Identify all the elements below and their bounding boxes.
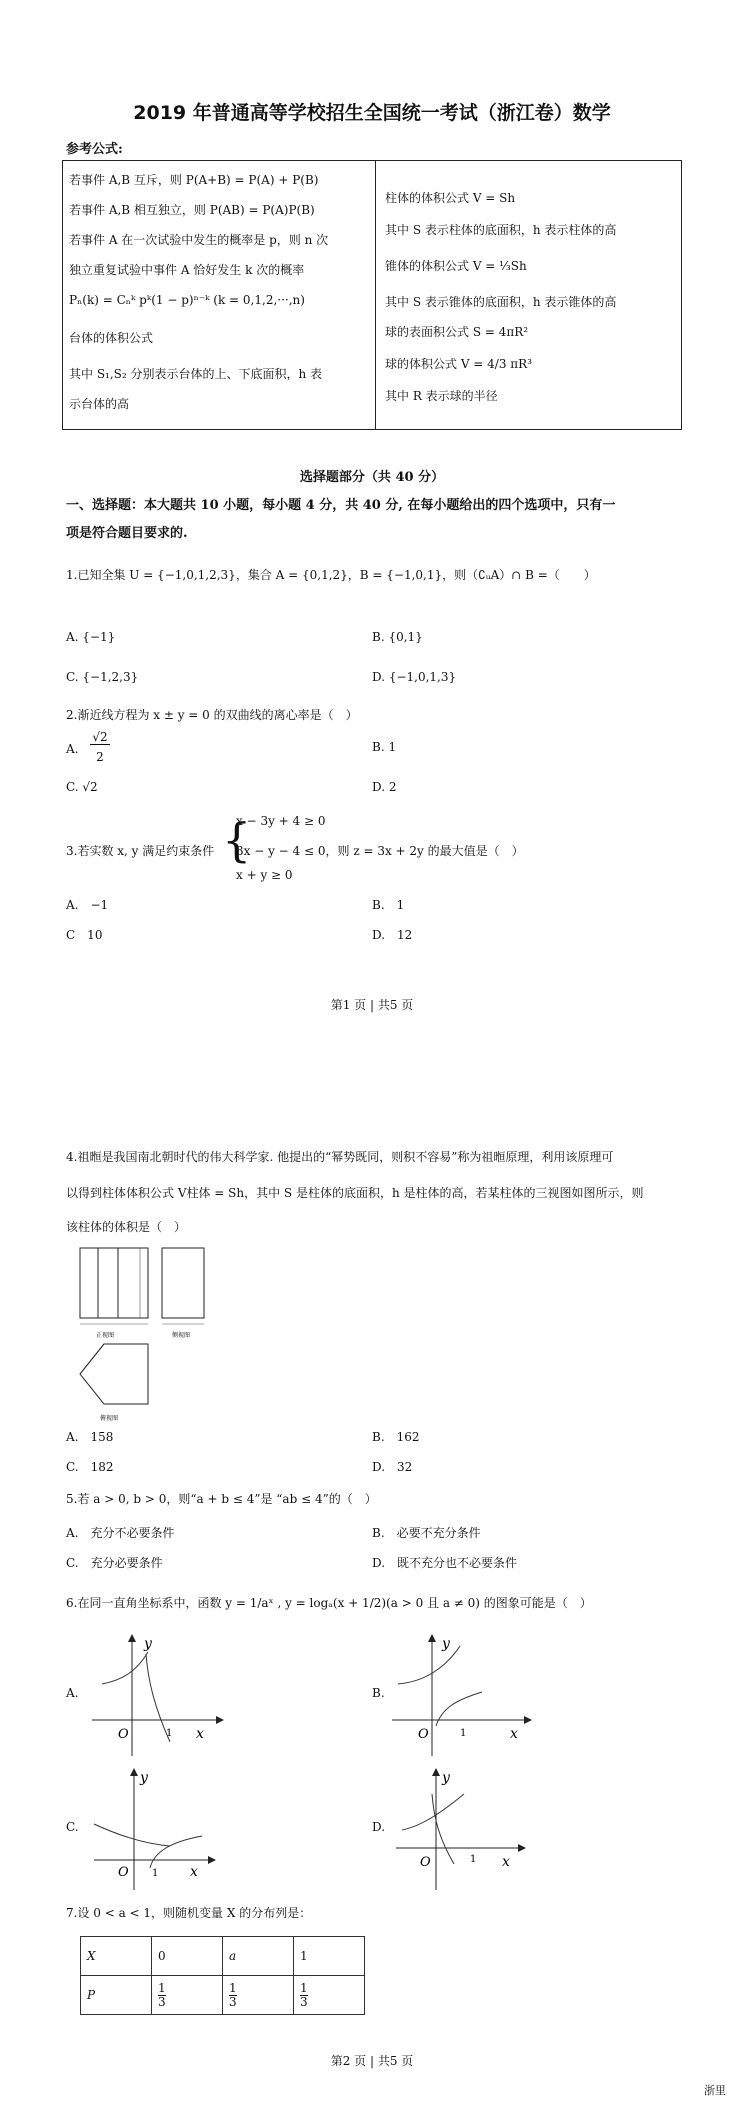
origin-label: O	[118, 1865, 129, 1880]
y-axis-arrow	[128, 1634, 136, 1642]
q1-stem: 1.已知全集 U = {−1,0,1,2,3}，集合 A = {0,1,2}，B = {−1,0,1}，则（∁ᵤA）∩ B =（ ）	[66, 568, 596, 582]
formula-heading: 参考公式:	[66, 142, 123, 157]
side-view-label: 侧视图	[172, 1332, 191, 1339]
q3-brace: {	[222, 813, 252, 867]
q5-option-c: C. 充分必要条件	[66, 1556, 163, 1570]
q1-option-d: D. {−1,0,1,3}	[372, 670, 457, 684]
table-cell: X	[81, 1937, 152, 1976]
y-axis-arrow	[432, 1768, 440, 1776]
table-cell: a	[223, 1937, 294, 1976]
table-cell	[223, 1976, 294, 2015]
x-axis-arrow	[524, 1716, 532, 1724]
formula-right-line: 其中 S 表示柱体的底面积，h 表示柱体的高	[385, 223, 617, 237]
front-view-label: 正视图	[96, 1332, 115, 1339]
q2-option-b: B. 1	[372, 740, 397, 754]
table-cell	[294, 1976, 365, 2015]
table-cell: 1	[294, 1937, 365, 1976]
exp-curve	[94, 1824, 170, 1846]
x-label: x	[196, 1726, 204, 1742]
y-label: y	[442, 1770, 450, 1786]
top-view	[80, 1344, 148, 1404]
formula-left-line: 若事件 A,B 互斥，则 P(A+B) = P(A) + P(B)	[69, 173, 319, 187]
q7-stem: 7.设 0 < a < 1，则随机变量 X 的分布列是：	[66, 1906, 312, 1920]
q2-option-d: D. 2	[372, 780, 397, 794]
one-label: 1	[166, 1728, 173, 1739]
q5-stem: 5.若 a > 0, b > 0，则“a + b ≤ 4”是 “ab ≤ 4”的（ ）	[66, 1492, 377, 1506]
exp-curve	[398, 1646, 460, 1684]
fraction-denominator: 3	[158, 1994, 166, 2009]
section-title: 选择题部分（共 40 分）	[299, 470, 445, 485]
front-view	[80, 1248, 148, 1318]
formula-left-line: 若事件 A 在一次试验中发生的概率是 p，则 n 次	[69, 233, 329, 247]
top-view-edge	[80, 1344, 104, 1374]
x-axis-arrow	[208, 1856, 216, 1864]
formula-table	[62, 160, 682, 430]
table-cell: 0	[152, 1937, 223, 1976]
q3-option-c: C 10	[66, 928, 103, 942]
formula-left-line: 若事件 A,B 相互独立，则 P(AB) = P(A)P(B)	[69, 203, 315, 217]
formula-right-line: 球的表面积公式 S = 4πR²	[385, 325, 529, 339]
three-view-diagram	[76, 1244, 226, 1424]
origin-label: O	[118, 1727, 129, 1742]
log-curve	[436, 1692, 482, 1726]
q4-option-b: B. 162	[372, 1430, 420, 1444]
x-label: x	[510, 1726, 518, 1742]
page-footer: 第1 页 | 共5 页	[330, 998, 414, 1012]
fraction-denominator: 3	[300, 1994, 308, 2009]
one-label: 1	[460, 1728, 467, 1739]
distribution-table	[80, 1936, 365, 2015]
formula-left-line: 台体的体积公式	[69, 331, 154, 345]
top-view-label: 俯视图	[100, 1415, 119, 1422]
table-cell: P	[81, 1976, 152, 2015]
formula-right-line: 球的体积公式 V = 4/3 πR³	[385, 357, 533, 371]
q4-line: 以得到柱体体积公式 V柱体 = Sh，其中 S 是柱体的底面积，h 是柱体的高，若某柱体的三视图如图所示，则	[66, 1186, 644, 1200]
fraction-numerator: 1	[300, 1980, 308, 1995]
x-label: x	[190, 1864, 198, 1880]
formula-table-divider	[375, 161, 376, 429]
y-label: y	[140, 1770, 148, 1786]
table-row	[81, 1976, 365, 2015]
q3-constraint-1: x − 3y + 4 ≥ 0	[236, 814, 326, 828]
section-intro: 项是符合题目要求的.	[66, 526, 188, 541]
fraction-numerator: 1	[158, 1980, 166, 1995]
q5-option-b: B. 必要不充分条件	[372, 1526, 481, 1540]
fraction-denominator: 3	[229, 1994, 237, 2009]
q6-option-c-label: C.	[66, 1820, 79, 1834]
side-view	[162, 1248, 204, 1318]
q2-option-c: C. √2	[66, 780, 98, 794]
formula-left-line: 独立重复试验中事件 A 恰好发生 k 次的概率	[69, 263, 305, 277]
q4-line: 该柱体的体积是（ ）	[66, 1220, 187, 1234]
log-curve	[402, 1794, 464, 1830]
page-footer: 第2 页 | 共5 页	[330, 2054, 414, 2068]
q6-graph-d[interactable]	[392, 1764, 542, 1894]
y-axis-arrow	[428, 1634, 436, 1642]
formula-left-line: Pₙ(k) = Cₙᵏ pᵏ(1 − p)ⁿ⁻ᵏ (k = 0,1,2,···,n)	[69, 293, 305, 307]
formula-left-line: 其中 S₁,S₂ 分别表示台体的上、下底面积，h 表	[69, 367, 323, 381]
q2-option-a-numerator: √2	[90, 730, 110, 745]
section-intro: 一、选择题：本大题共 10 小题，每小题 4 分，共 40 分, 在每小题给出的四个选项中，只有一	[66, 498, 616, 513]
q6-stem: 6.在同一直角坐标系中，函数 y = 1/aˣ , y = logₐ(x + 1/2)(a > 0 且 a ≠ 0) 的图象可能是（ ）	[66, 1596, 592, 1610]
table-row	[81, 1937, 365, 1976]
origin-label: O	[418, 1727, 429, 1742]
q4-option-a: A. 158	[66, 1430, 114, 1444]
formula-right-line: 锥体的体积公式 V = ⅓Sh	[385, 259, 527, 273]
x-label: x	[502, 1854, 510, 1870]
x-axis-arrow	[518, 1844, 526, 1852]
q1-option-c: C. {−1,2,3}	[66, 670, 139, 684]
q4-line: 4.祖暅是我国南北朝时代的伟大科学家. 他提出的“幂势既同，则积不容易”称为祖暅原理，利用该原理可	[66, 1150, 614, 1164]
fraction-numerator: 1	[229, 1980, 237, 1995]
one-label: 1	[152, 1868, 159, 1879]
q3-prefix: 3.若实数 x, y 满足约束条件	[66, 844, 215, 858]
q2-option-a-denominator: 2	[96, 750, 104, 764]
q6-option-a-label: A.	[66, 1686, 79, 1700]
formula-right-line: 其中 S 表示锥体的底面积，h 表示锥体的高	[385, 295, 617, 309]
table-cell	[152, 1976, 223, 2015]
q2-stem: 2.渐近线方程为 x ± y = 0 的双曲线的离心率是（ ）	[66, 708, 358, 722]
formula-right-line: 其中 R 表示球的半径	[385, 389, 498, 403]
q3-option-a: A. −1	[66, 898, 109, 912]
page-title: 2019 年普通高等学校招生全国统一考试（浙江卷）数学	[133, 102, 611, 124]
q5-option-a: A. 充分不必要条件	[66, 1526, 175, 1540]
y-axis-arrow	[130, 1768, 138, 1776]
q4-option-c: C. 182	[66, 1460, 114, 1474]
formula-left-line: 示台体的高	[69, 397, 130, 411]
formula-right-line: 柱体的体积公式 V = Sh	[385, 191, 516, 205]
q1-option-a: A. {−1}	[66, 630, 116, 644]
q5-option-d: D. 既不充分也不必要条件	[372, 1556, 518, 1570]
q6-graph-c[interactable]	[90, 1764, 230, 1894]
q4-option-d: D. 32	[372, 1460, 413, 1474]
q3-constraint-3: x + y ≥ 0	[236, 868, 293, 882]
origin-label: O	[420, 1855, 431, 1870]
q6-graph-b[interactable]	[388, 1630, 538, 1760]
q3-option-d: D. 12	[372, 928, 413, 942]
q3-option-b: B. 1	[372, 898, 405, 912]
y-label: y	[144, 1636, 152, 1652]
q2-option-a-label: A.	[66, 742, 79, 756]
exp-curve	[102, 1652, 148, 1684]
q3-constraint-2: 3x − y − 4 ≤ 0，则 z = 3x + 2y 的最大值是（ ）	[236, 844, 524, 858]
y-label: y	[442, 1636, 450, 1652]
q6-option-d-label: D.	[372, 1820, 386, 1834]
q6-option-b-label: B.	[372, 1686, 385, 1700]
q6-graph-a[interactable]	[88, 1630, 228, 1760]
q1-option-b: B. {0,1}	[372, 630, 423, 644]
x-axis-arrow	[216, 1716, 224, 1724]
one-label: 1	[470, 1854, 477, 1865]
corner-watermark: 浙里	[704, 2084, 726, 2097]
